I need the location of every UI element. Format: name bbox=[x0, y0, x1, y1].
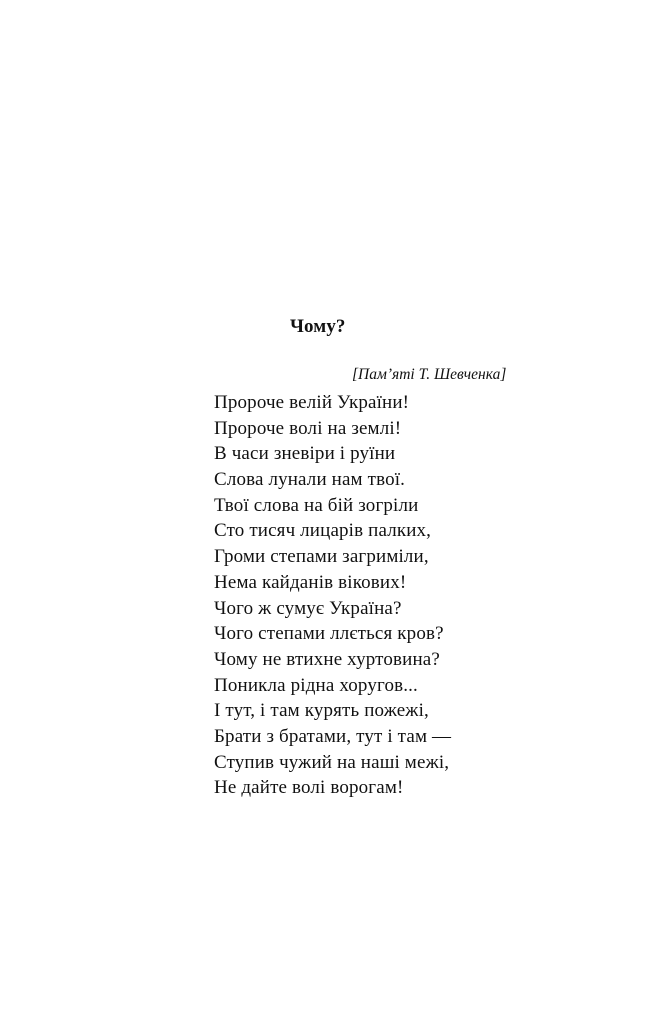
poem-line: Пророче велій України! bbox=[214, 392, 410, 413]
poem-line: Нема кайданів вікових! bbox=[214, 571, 407, 593]
poem-line: Не дайте волі ворогам! bbox=[214, 777, 404, 799]
poem-line: Пророче волі на землі! bbox=[214, 417, 402, 439]
poem-line: Слова лунали нам твої. bbox=[214, 469, 406, 491]
poem-stanza bbox=[214, 390, 451, 801]
poem-line: Твої слова на бій зогріли bbox=[214, 494, 419, 516]
poem-title: Чому? bbox=[290, 316, 346, 337]
poem-line: Чому не втихне хуртовина? bbox=[214, 648, 440, 670]
poem-line: Чого ж сумує Україна? bbox=[214, 597, 402, 619]
poem-line: Брати з братами, тут і там — bbox=[214, 725, 452, 747]
poem-line: Поникла рідна хоругов... bbox=[214, 674, 418, 696]
poem-line: Чого степами ллється кров? bbox=[214, 623, 444, 645]
poem-line: Ступив чужий на наші межі, bbox=[214, 751, 450, 773]
poem-dedication: [Пам’яті Т. Шевченка] bbox=[352, 366, 507, 383]
poem-line: Сто тисяч лицарів палких, bbox=[214, 520, 432, 542]
poem-line: І тут, і там курять пожежі, bbox=[214, 700, 429, 722]
poem-line: Громи степами загриміли, bbox=[214, 546, 429, 568]
poem-line: В часи зневіри і руїни bbox=[214, 443, 396, 465]
